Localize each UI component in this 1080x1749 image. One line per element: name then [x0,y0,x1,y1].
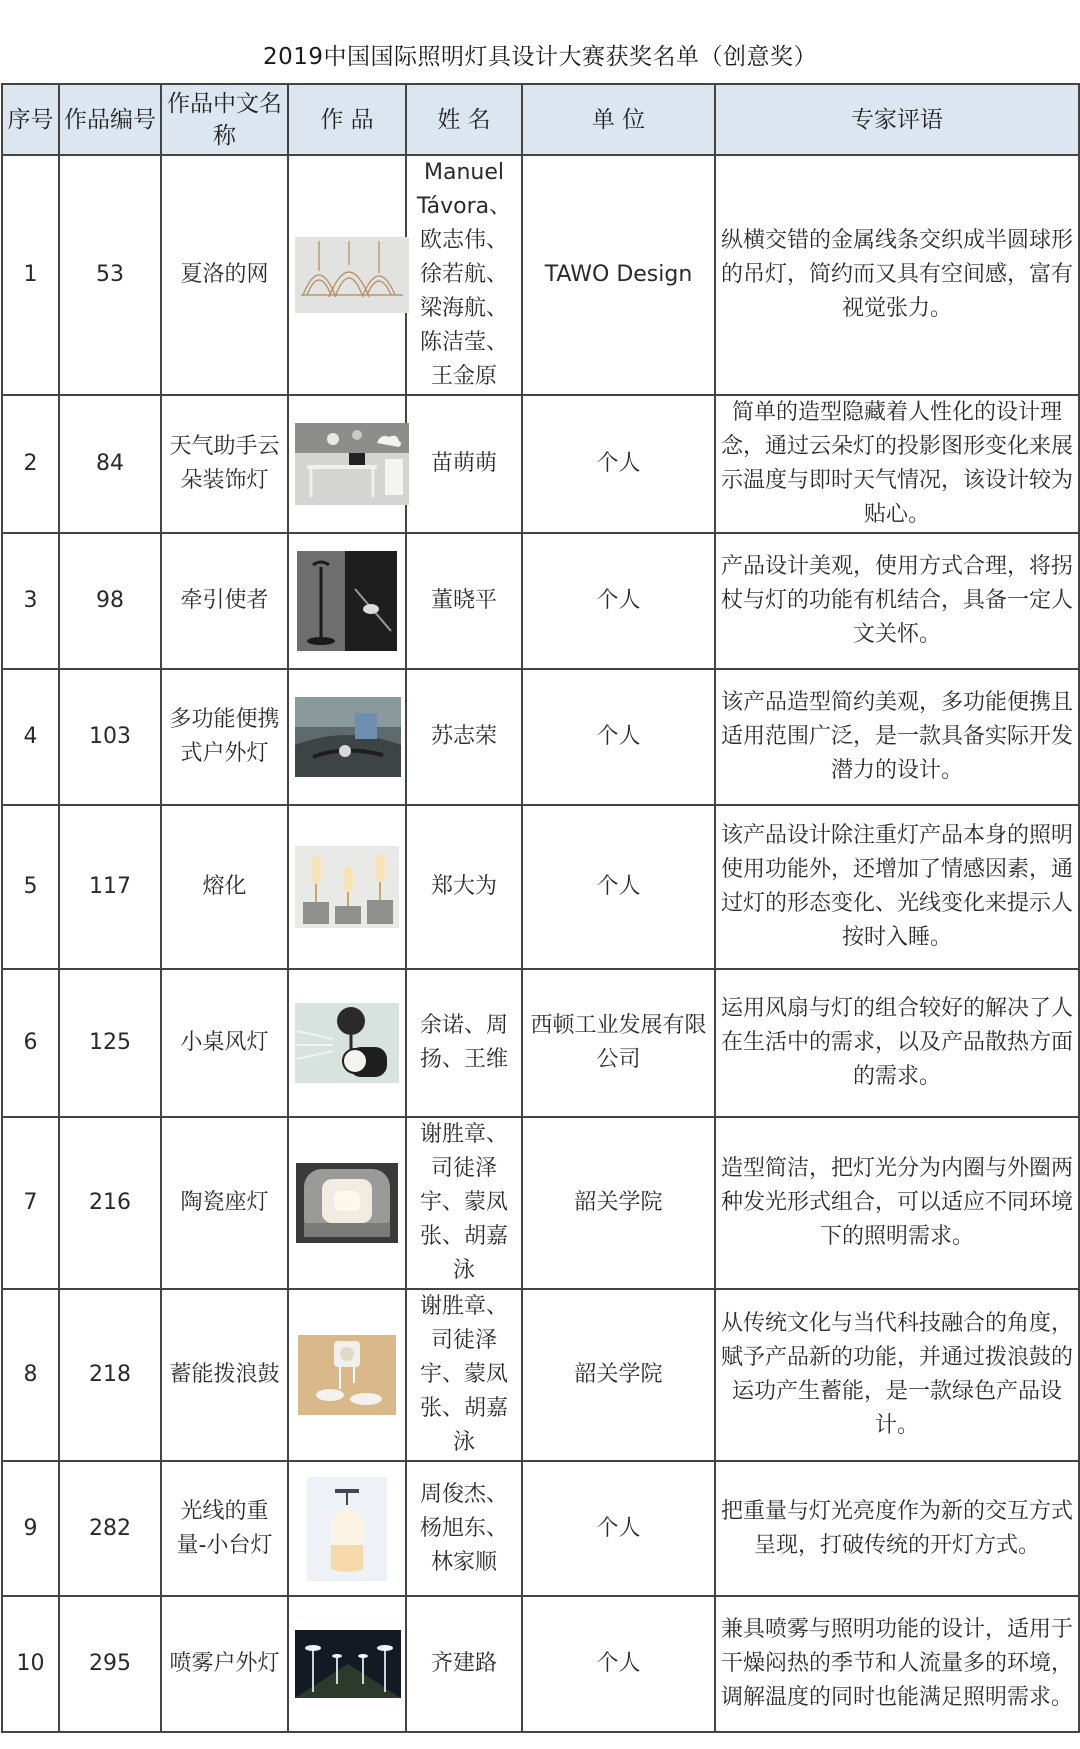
cell-comment: 从传统文化与当代科技融合的角度，赋予产品新的功能，并通过拨浪鼓的运功产生蓄能，是一款绿色产品设计。 [715,1289,1079,1461]
pendant-lamp-photo [293,235,411,315]
table-row [2,1596,1079,1732]
table-row [2,395,1079,533]
cell-author: 苗萌萌 [406,395,522,533]
cell-comment: 兼具喷雾与照明功能的设计，适用于干燥闷热的季节和人流量多的环境，调解温度的同时也能满足照明需求。 [715,1596,1079,1732]
cell-cn-name: 天气助手云朵装饰灯 [161,395,288,533]
cell-comment: 造型简洁，把灯光分为内圈与外圈两种发光形式组合，可以适应不同环境下的照明需求。 [715,1117,1079,1289]
cell-unit: 个人 [522,669,715,805]
cell-work-no: 282 [59,1461,161,1596]
cell-seq: 2 [2,395,59,533]
cell-unit: 个人 [522,805,715,969]
header-works: 作 品 [288,84,406,155]
cell-unit: TAWO Design [522,155,715,395]
cell-cn-name: 蓄能拨浪鼓 [161,1289,288,1461]
table-row [2,1289,1079,1461]
cell-author: 谢胜章、司徒泽宇、蒙凤张、胡嘉泳 [406,1117,522,1289]
awards-table [1,83,1080,1733]
table-row [2,533,1079,669]
header-comment: 专家评语 [715,84,1079,155]
cell-work-no: 84 [59,395,161,533]
cell-author: 谢胜章、司徒泽宇、蒙凤张、胡嘉泳 [406,1289,522,1461]
header-work-no: 作品编号 [59,84,161,155]
table-row [2,805,1079,969]
header-cn-name: 作品中文名称 [161,84,288,155]
cell-author: Manuel Távora、欧志伟、徐若航、梁海航、陈洁莹、王金原 [406,155,522,395]
cell-comment: 纵横交错的金属线条交织成半圆球形的吊灯，简约而又具有空间感，富有视觉张力。 [715,155,1079,395]
table-row [2,155,1079,395]
cane-lamp-photo [295,549,399,653]
table-row [2,669,1079,805]
cell-unit: 个人 [522,1461,715,1596]
cell-cn-name: 小桌风灯 [161,969,288,1117]
cell-unit: 个人 [522,1596,715,1732]
cell-cn-name: 陶瓷座灯 [161,1117,288,1289]
cell-author: 董晓平 [406,533,522,669]
cell-cn-name: 多功能便携式户外灯 [161,669,288,805]
cell-cn-name: 牵引使者 [161,533,288,669]
table-row [2,969,1079,1117]
ceramic-lamp-photo [294,1161,400,1245]
cell-author: 齐建路 [406,1596,522,1732]
melting-candle-lamp-photo [293,844,401,930]
cell-works [288,969,406,1117]
cell-unit: 个人 [522,395,715,533]
cell-seq: 9 [2,1461,59,1596]
cell-works [288,533,406,669]
cell-work-no: 53 [59,155,161,395]
weight-lamp-photo [305,1475,389,1583]
cell-works [288,395,406,533]
cell-author: 周俊杰、杨旭东、林家顺 [406,1461,522,1596]
cell-comment: 该产品设计除注重灯产品本身的照明使用功能外，还增加了情感因素，通过灯的形态变化、光线变化来提示人按时入睡。 [715,805,1079,969]
cell-works [288,805,406,969]
cell-work-no: 295 [59,1596,161,1732]
cell-unit: 西顿工业发展有限公司 [522,969,715,1117]
cell-cn-name: 熔化 [161,805,288,969]
cell-seq: 8 [2,1289,59,1461]
cell-comment: 简单的造型隐藏着人性化的设计理念，通过云朵灯的投影图形变化来展示温度与即时天气情况，该设计较为贴心。 [715,395,1079,533]
cell-work-no: 218 [59,1289,161,1461]
cell-work-no: 216 [59,1117,161,1289]
cell-work-no: 117 [59,805,161,969]
street-lamp-photo [293,1628,403,1700]
drum-lamp-photo [296,1333,398,1417]
cell-seq: 3 [2,533,59,669]
cell-seq: 5 [2,805,59,969]
table-row [2,1117,1079,1289]
cell-works [288,1117,406,1289]
cell-work-no: 98 [59,533,161,669]
cell-comment: 产品设计美观，使用方式合理，将拐杖与灯的功能有机结合，具备一定人文关怀。 [715,533,1079,669]
cell-unit: 韶关学院 [522,1289,715,1461]
cell-seq: 1 [2,155,59,395]
cell-work-no: 103 [59,669,161,805]
cell-comment: 运用风扇与灯的组合较好的解决了人在生活中的需求，以及产品散热方面的需求。 [715,969,1079,1117]
cell-author: 苏志荣 [406,669,522,805]
table-row [2,1461,1079,1596]
page-title: 2019中国国际照明灯具设计大赛获奖名单（创意奖） [262,44,818,70]
cell-unit: 个人 [522,533,715,669]
cell-cn-name: 光线的重量-小台灯 [161,1461,288,1596]
cell-works [288,155,406,395]
header-name: 姓 名 [406,84,522,155]
cell-comment: 把重量与灯光亮度作为新的交互方式呈现，打破传统的开灯方式。 [715,1461,1079,1596]
cell-seq: 4 [2,669,59,805]
bike-lamp-photo [293,695,403,779]
cell-cn-name: 喷雾户外灯 [161,1596,288,1732]
cell-comment: 该产品造型简约美观，多功能便携且适用范围广泛，是一款具备实际开发潜力的设计。 [715,669,1079,805]
cell-works [288,669,406,805]
header-seq: 序号 [2,84,59,155]
cell-seq: 10 [2,1596,59,1732]
header-unit: 单 位 [522,84,715,155]
cell-cn-name: 夏洛的网 [161,155,288,395]
cell-works [288,1289,406,1461]
cell-unit: 韶关学院 [522,1117,715,1289]
cell-works [288,1461,406,1596]
header-row [2,84,1079,155]
cell-author: 郑大为 [406,805,522,969]
cell-works [288,1596,406,1732]
cell-seq: 7 [2,1117,59,1289]
cell-author: 余诺、周扬、王维 [406,969,522,1117]
cloud-desk-lamp-photo [293,421,411,507]
cell-seq: 6 [2,969,59,1117]
cell-work-no: 125 [59,969,161,1117]
fan-lamp-photo [293,1001,401,1085]
